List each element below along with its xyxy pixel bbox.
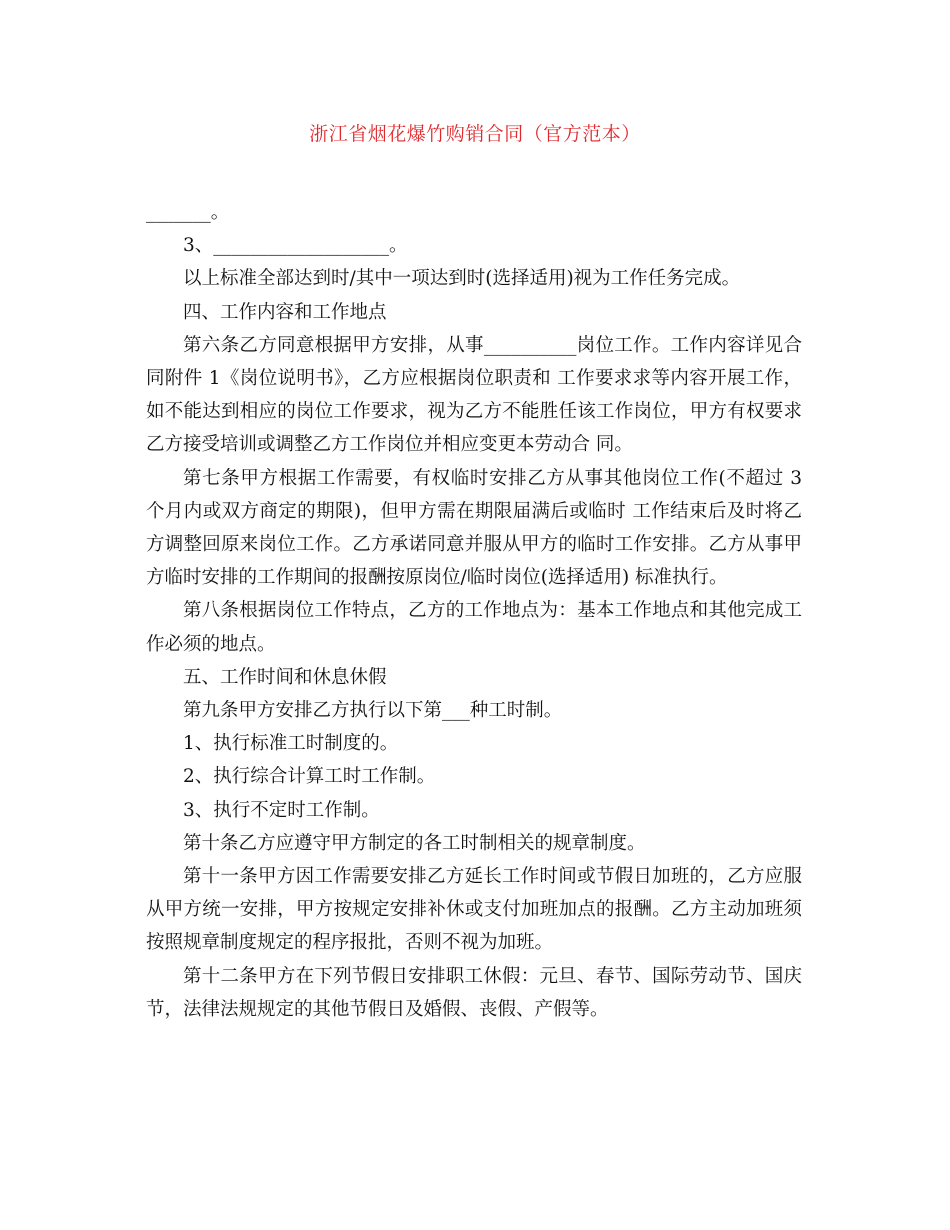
section-heading-work-time: 五、工作时间和休息休假 xyxy=(183,666,387,688)
list-item-standard-hours: 1、执行标准工时制度的。 xyxy=(183,733,399,755)
list-item-flexible-hours: 3、执行不定时工作制。 xyxy=(183,799,380,821)
paragraph-article-12: 第十二条甲方在下列节假日安排职工休假：元旦、春节、国际劳动节、国庆节，法律法规规定的其他节假日及婚假、丧假、产假等。 xyxy=(146,965,802,1020)
paragraph-article-9: 第九条甲方安排乙方执行以下第___种工时制。 xyxy=(183,700,563,722)
paragraph-blank-continuation: _______。 xyxy=(146,202,230,223)
paragraph-article-11: 第十一条甲方因工作需要安排乙方延长工作时间或节假日加班的，乙方应服从甲方统一安排，甲方按规定安排补休或支付加班加点的报酬。乙方主动加班须按照规章制度规定的程序报批，否则不视为加班。 xyxy=(146,866,802,954)
list-item-comprehensive-hours: 2、执行综合计算工时工作制。 xyxy=(183,766,436,788)
document-title: 浙江省烟花爆竹购销合同（官方范本） xyxy=(309,123,641,145)
paragraph-article-7: 第七条甲方根据工作需要，有权临时安排乙方从事其他岗位工作(不超过 3 个月内或双方商定的期限)，但甲方需在期限届满后或临时 工作结束后及时将乙方调整回原来岗位工作。乙方承诺同意并服从甲方的临时工作安排。乙方从事甲方临时安排的工作期间的报酬按原岗位/临时岗位(选择适用) 标准执行。 xyxy=(146,467,808,589)
section-heading-work-content: 四、工作内容和工作地点 xyxy=(183,301,387,323)
paragraph-article-8: 第八条根据岗位工作特点，乙方的工作地点为：基本工作地点和其他完成工作必须的地点。 xyxy=(146,600,802,655)
document-body xyxy=(146,196,808,1026)
paragraph-item-3-blank: 3、___________________。 xyxy=(183,235,408,257)
paragraph-article-10: 第十条乙方应遵守甲方制定的各工时制相关的规章制度。 xyxy=(183,832,646,854)
paragraph-standard-completion: 以上标准全部达到时/其中一项达到时(选择适用)视为工作任务完成。 xyxy=(183,268,741,290)
paragraph-article-6: 第六条乙方同意根据甲方安排，从事__________岗位工作。工作内容详见合同附件 1《岗位说明书》，乙方应根据岗位职责和 工作要求求等内容开展工作，如不能达到相应的岗位工作要求，视为乙方不能胜任该工作岗位，甲方有权要求乙方接受培训或调整乙方工作岗位并相应变更本劳动合 同。 xyxy=(146,334,802,456)
